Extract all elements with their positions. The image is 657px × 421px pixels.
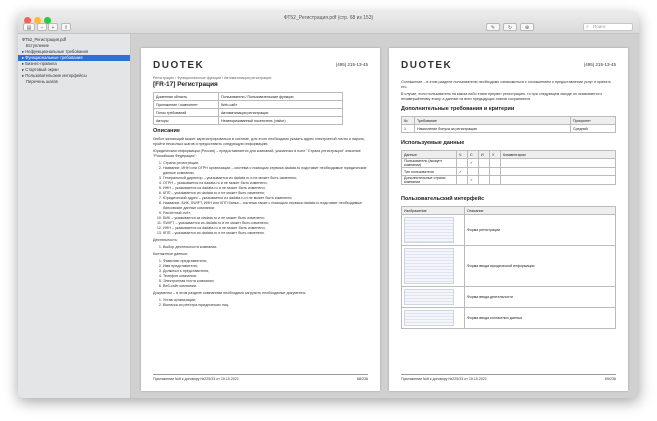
list-item: 3. Должность представителя; [163,269,368,274]
list-item: 12. ИНН – указывается из dadata.ru и не может быть изменено; [163,226,368,231]
pdf-page-69 [389,48,628,391]
markup-pen-button[interactable]: ✎ [486,23,500,31]
document-view[interactable] [131,34,639,398]
window-title: ФТ52_Регистрация.pdf (стр. 68 из 153) [283,15,374,21]
activity-list [153,245,368,250]
table-row [402,246,616,287]
list-item: 11. SWIFT – указывается из dadata.ru и не может быть изменено; [163,221,368,226]
table-cell [490,176,501,185]
list-item: 5. ИНН – указывается из dadata.ru и не может быть изменено; [163,186,368,191]
search-icon: ⌕ [586,24,589,30]
column-header: С [468,151,479,159]
meta-value: Web-сайт [219,101,343,109]
meta-key: Поток требований [154,109,219,117]
meta-value: Автоматизация регистрации [219,109,343,117]
list-item: 7. Юридический адрес – указывается из dadata.ru и не может быть изменено; [163,196,368,201]
page-footer [153,374,368,381]
zoom-out-button[interactable]: − [37,23,47,31]
table-cell: Дополнительные страны компании [402,176,457,185]
ui-screenshot-thumbnail [404,217,454,243]
table-cell [479,168,490,176]
sidebar-item-document[interactable]: ФТ52_Регистрация.pdf [22,37,66,42]
used-data-table [401,150,616,185]
table-cell [501,159,616,168]
requirement-meta-table [153,92,343,125]
section-heading: Используемые данные [401,140,465,146]
table-cell: Форма регистрации [465,215,616,246]
table-row [402,159,616,168]
ui-screenshot-thumbnail [404,289,454,305]
list-item: 6. Веб-сайт компании. [163,284,368,289]
table-cell [479,159,490,168]
table-cell [490,168,501,176]
table-header-row [402,151,616,159]
list-item: 3. Генеральный директор – указывается из dadata.ru и не может быть изменено; [163,176,368,181]
section-heading: Дополнительные требования и критерии [401,106,515,112]
paragraph: Любое желающий может зарегистрироваться в системе, для этого необходимо указать адрес электронной почты и пароль, пройти несколько шагов и предоставить следующую информацию: [153,137,366,146]
outline-sidebar [18,34,131,398]
paragraph: Деятельность: [153,238,178,242]
column-header: Требование [415,117,571,125]
table-row [154,93,343,101]
table-header-row [402,117,616,125]
column-header: № [402,117,415,125]
list-item: 8. Название, БИК, SWIFT, ИНН или КПП банка – система также с помощью сервиса dadata.ru подставит необходимые банковские данные компании; [163,201,368,211]
ui-screenshot-thumbnail [404,310,454,326]
extra-requirements-table [401,116,616,133]
meta-key: Приложение / компонент [154,101,219,109]
table-header-row [402,207,616,215]
footer-contract: Приложение №8 к договору №225/33 от 15.10.2021 [401,377,487,381]
pdf-page-68 [141,48,380,391]
intro-body [401,80,616,104]
table-row [402,125,616,133]
sidebar-item-nonfunctional[interactable]: ▸ Нефункциональные требования [22,49,89,54]
table-row [154,117,343,125]
column-header: Комментарии [501,151,616,159]
column-header: И [479,151,490,159]
title-bar [18,12,639,34]
share-button[interactable]: ⇪ [61,23,71,31]
meta-key: Доменная область [154,93,219,101]
company-phone: (495) 215-13-45 [335,62,368,67]
list-item: 10. БИК – указывается из dadata.ru и не может быть изменено; [163,216,368,221]
table-cell [457,176,468,185]
search-field[interactable] [583,23,633,31]
list-item: 1. Выбор деятельности компании. [163,245,368,250]
list-item: 2. Название, ИНН или ОГРН организации – система с помощью сервиса dadata.ru подставит необходимые юридические данные компании; [163,166,368,176]
breadcrumb: Регистрация / Функциональные функции / Автоматизация регистрации [153,76,272,80]
table-cell: ✓ [457,168,468,176]
table-row [402,287,616,308]
list-item: 6. КПП – указывается из dadata.ru и не может быть изменено; [163,191,368,196]
company-logo: DUOTEK [153,60,205,71]
table-cell: 1 [402,125,415,133]
sidebar-toggle-button[interactable]: ▤ [23,23,35,31]
sidebar-item-user-interfaces[interactable]: ▸ Пользовательские интерфейсы [22,73,87,78]
table-row [154,109,343,117]
rotate-button[interactable]: ↻ [503,23,517,31]
table-cell: Пользователь (аккаунт компании) [402,159,457,168]
table-cell [501,168,616,176]
sidebar-item-steps[interactable]: Перечень шагов [26,79,58,84]
search-placeholder: Поиск [593,24,606,29]
section-heading: Описание [153,128,180,134]
paragraph: Контактные данные: [153,252,189,256]
list-item: 2. Имя представителя; [163,264,368,269]
column-header: Приоритет [571,117,616,125]
table-cell: ✓ [468,176,479,185]
table-row [402,215,616,246]
documents-list [153,298,368,308]
ui-screenshot-thumbnail [404,248,454,284]
list-item: 4. ОГРН – указывается из dadata.ru и не может быть изменено; [163,181,368,186]
column-header: Изображение [402,207,465,215]
table-cell [468,168,479,176]
company-logo: DUOTEK [401,60,453,71]
page-number: 69/236 [605,377,616,381]
table-cell [479,176,490,185]
column-header: Ч [457,151,468,159]
sidebar-item-functional[interactable]: ▸ Функциональные требования [18,55,130,61]
sidebar-item-start-screen[interactable]: ▸ Стартовый экран [22,67,59,72]
annotate-button[interactable]: ⊕ [520,23,534,31]
zoom-in-button[interactable]: + [48,23,58,31]
column-header: У [490,151,501,159]
column-header: Описание [465,207,616,215]
list-item: 1. Страна регистрации; [163,161,368,166]
list-item: 5. Электронная почта компании; [163,279,368,284]
list-item: 2. Выписка из реестра юридических лиц. [163,303,368,308]
list-item: 1. Фамилию представителя; [163,259,368,264]
legal-info-list [153,161,368,236]
list-item: 4. Телефон компании; [163,274,368,279]
page-number: 68/236 [357,377,368,381]
page-title: [FR-17] Регистрация [153,81,218,88]
meta-value: Неавторизованный посетитель (visitor) [219,117,343,125]
footer-contract: Приложение №8 к договору №225/33 от 15.10.2021 [153,377,239,381]
table-cell: Начисление бонуса за регистрацию [415,125,571,133]
table-cell: Средний [571,125,616,133]
table-cell [490,159,501,168]
description-body [153,137,368,310]
preview-window [18,12,639,398]
meta-value: Пользователи / Пользовательские функции [219,93,343,101]
list-item: 13. КПП – указывается из dadata.ru и не может быть изменено. [163,231,368,236]
ui-table [401,206,616,329]
contacts-list [153,259,368,289]
list-item: 9. Расчётный счёт; [163,211,368,216]
page-footer [401,374,616,381]
paragraph: Юридическая информация (Россия) – предоставляется для компаний, указанных в поле "Страна регистрации" значение "Российская Федерация": [153,149,361,158]
table-cell: Форма ввода деятельности [465,287,616,308]
table-cell: Форма ввода контактных данных [465,308,616,329]
paragraph: Соглашение – в этом разделе пользователю необходимо ознакомиться с соглашением о предоставлении услуг и принять его. [401,80,611,89]
company-phone: (495) 215-13-45 [583,62,616,67]
table-row [154,101,343,109]
section-heading: Пользовательский интерфейс [401,196,485,202]
table-cell [501,176,616,185]
paragraph: Документы – в этом разделе компаниям необходимо загрузить необходимые документы: [153,291,307,295]
sidebar-item-business-rules[interactable]: ▸ Бизнес-правила [22,61,57,66]
table-cell: Тип пользователя [402,168,457,176]
table-cell [457,159,468,168]
column-header: Данные [402,151,457,159]
paragraph: В случае, если пользователь на каком-либо этапе прервет регистрацию, то при следующем заходе он оказывается к незавершённому этапу, а данные из всех предыдущих этапов сохраняются. [401,92,603,101]
table-row [402,308,616,329]
list-item: 1. Устав организации; [163,298,368,303]
table-row [402,176,616,185]
table-cell: Форма ввода юридической информации [465,246,616,287]
sidebar-item-intro[interactable]: Вступление [26,43,49,48]
table-row [402,168,616,176]
meta-key: Авторы [154,117,219,125]
table-cell: ✓ [468,159,479,168]
